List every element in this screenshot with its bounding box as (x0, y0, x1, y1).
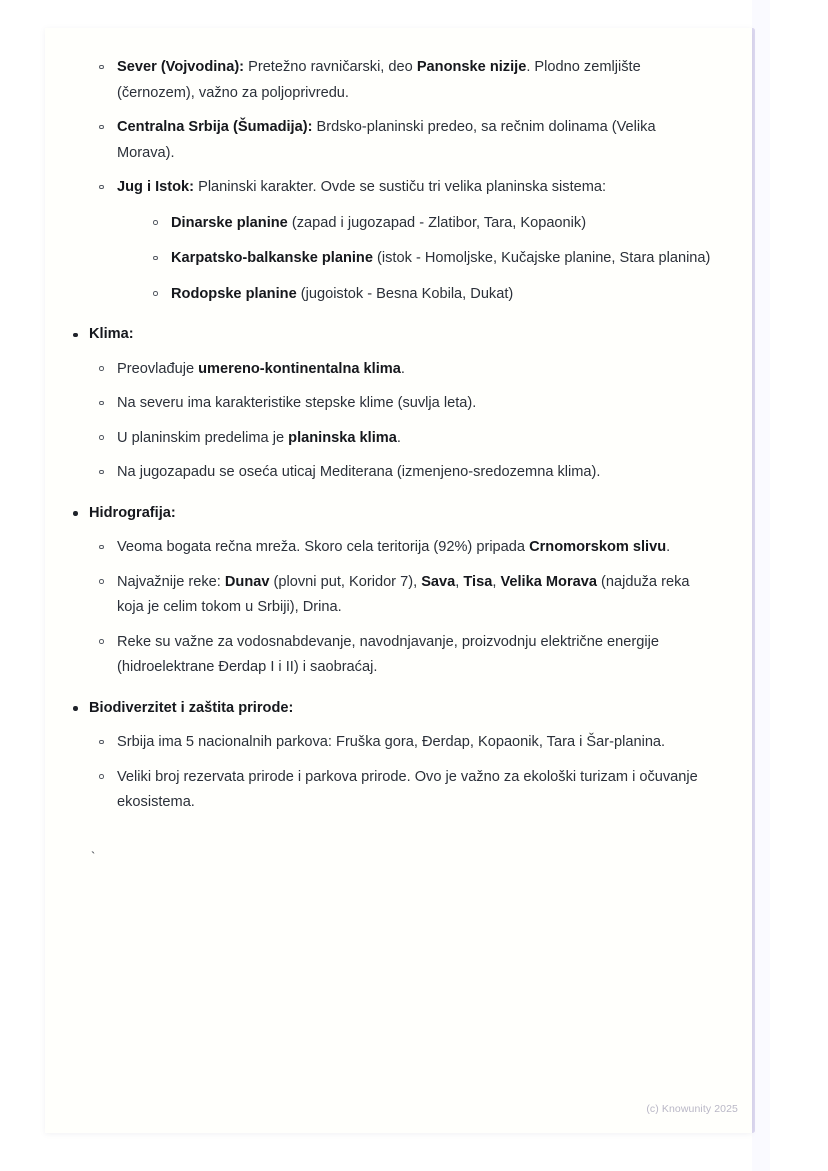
list-item (89, 175, 712, 307)
hidro-item-2-pre: Reke su važne za vodosnabdevanje, navodnjavanje, proizvodnju električne energije (hidroelektrane Đerdap I i II) i saobraćaj. (117, 633, 659, 675)
list-item (89, 535, 712, 561)
region-centralna-label: Centralna Srbija (Šumadija): (117, 119, 313, 135)
hidro-item-1-mid-2: , (455, 573, 464, 590)
hidrografija-list (89, 535, 712, 681)
biodiverzitet-list (89, 730, 712, 816)
list-item (143, 282, 712, 308)
list-item (89, 570, 712, 621)
bio-item-0-pre: Srbija ima 5 nacionalnih parkova: Fruška gora, Đerdap, Kopaonik, Tara i Šar-planina. (117, 734, 666, 750)
main-topic-list (63, 322, 712, 816)
mountain-dinarske-label: Dinarske planine (171, 214, 288, 231)
region-jug-istok-text: Planinski karakter. Ovde se sustiču tri velika planinska sistema: (194, 179, 607, 195)
mountain-dinarske-text: (zapad i jugozapad - Zlatibor, Tara, Kopaonik) (287, 214, 587, 231)
klima-item-3-pre: Na jugozapadu se oseća uticaj Mediterana (izmenjeno-sredozemna klima). (117, 464, 601, 480)
klima-item-0-bold: umereno-kontinentalna klima (198, 360, 401, 377)
list-item (143, 246, 712, 272)
list-item (89, 426, 712, 452)
mountain-systems-list (117, 211, 712, 308)
hidro-item-0-pre: Veoma bogata rečna mreža. Skoro cela teritorija (92%) pripada (117, 539, 530, 555)
klima-item-2-pre: U planinskim predelima je (117, 429, 289, 446)
hidro-item-1-mid-1: (plovni put, Koridor 7), (269, 573, 422, 590)
section-klima (63, 322, 712, 486)
klima-item-2-post: . (396, 429, 401, 446)
hidro-item-0-bold: Crnomorskom slivu (529, 539, 667, 555)
section-biodiverzitet (63, 696, 712, 816)
list-item (89, 55, 712, 106)
list-item (143, 211, 712, 237)
mountain-rodopske-text: (jugoistok - Besna Kobila, Dukat) (296, 285, 514, 302)
relief-regions-list (63, 55, 712, 307)
region-sever-bold-2: Panonske nizije (416, 59, 527, 75)
mountain-karpatsko-balkanske-text: (istok - Homoljske, Kučajske planine, Stara planina) (372, 250, 711, 266)
list-item (89, 460, 712, 486)
hidro-item-1-mid-3: , (492, 573, 501, 590)
region-centralna-text: Brdsko-planinski predeo, sa rečnim dolinama (Velika Morava). (117, 119, 656, 161)
section-heading-biodiverzitet: Biodiverzitet i zaštita prirode: (89, 699, 294, 716)
list-item (89, 115, 712, 166)
hidro-item-1-bold-tisa: Tisa (463, 573, 493, 590)
region-sever-text-2: . Plodno zemljište (černozem), važno za poljoprivredu. (117, 59, 641, 101)
hidro-item-1-bold-dunav: Dunav (224, 573, 270, 590)
document-content (45, 28, 752, 874)
mountain-rodopske-label: Rodopske planine (171, 285, 297, 302)
bio-item-1-pre: Veliki broj rezervata prirode i parkova prirode. Ovo je važno za ekološki turizam i očuvanje ekosistema. (117, 768, 698, 810)
list-item (89, 730, 712, 756)
klima-list (89, 357, 712, 486)
klima-item-0-post: . (400, 360, 405, 377)
region-sever-label: Sever (Vojvodina): (117, 59, 245, 75)
hidro-item-1-pre: Najvažnije reke: (117, 573, 225, 590)
hidro-item-1-post: (najduža reka koja je celim tokom u Srbiji), Drina. (117, 573, 690, 615)
section-heading-hidrografija: Hidrografija: (89, 504, 176, 521)
section-heading-klima: Klima: (89, 326, 134, 342)
hidro-item-1-bold-velika-morava: Velika Morava (500, 573, 597, 590)
klima-item-1-pre: Na severu ima karakteristike stepske klime (suvlja leta). (117, 395, 477, 411)
klima-item-0-pre: Preovlađuje (117, 360, 199, 377)
section-hidrografija (63, 501, 712, 681)
hidro-item-1-bold-sava: Sava (421, 573, 456, 590)
document-page (45, 28, 752, 1133)
hidro-item-0-post: . (666, 539, 671, 555)
list-item (89, 357, 712, 383)
list-item (89, 765, 712, 816)
region-jug-istok-label: Jug i Istok: (117, 179, 195, 195)
klima-item-2-bold: planinska klima (288, 429, 397, 446)
list-item (89, 630, 712, 681)
list-item (89, 391, 712, 417)
mountain-karpatsko-balkanske-label: Karpatsko-balkanske planine (171, 250, 373, 266)
copyright-watermark: (c) Knowunity 2025 (646, 1103, 738, 1115)
trailing-backtick-mark: ` (91, 848, 96, 864)
region-sever-text-1: Pretežno ravničarski, deo (244, 59, 417, 75)
